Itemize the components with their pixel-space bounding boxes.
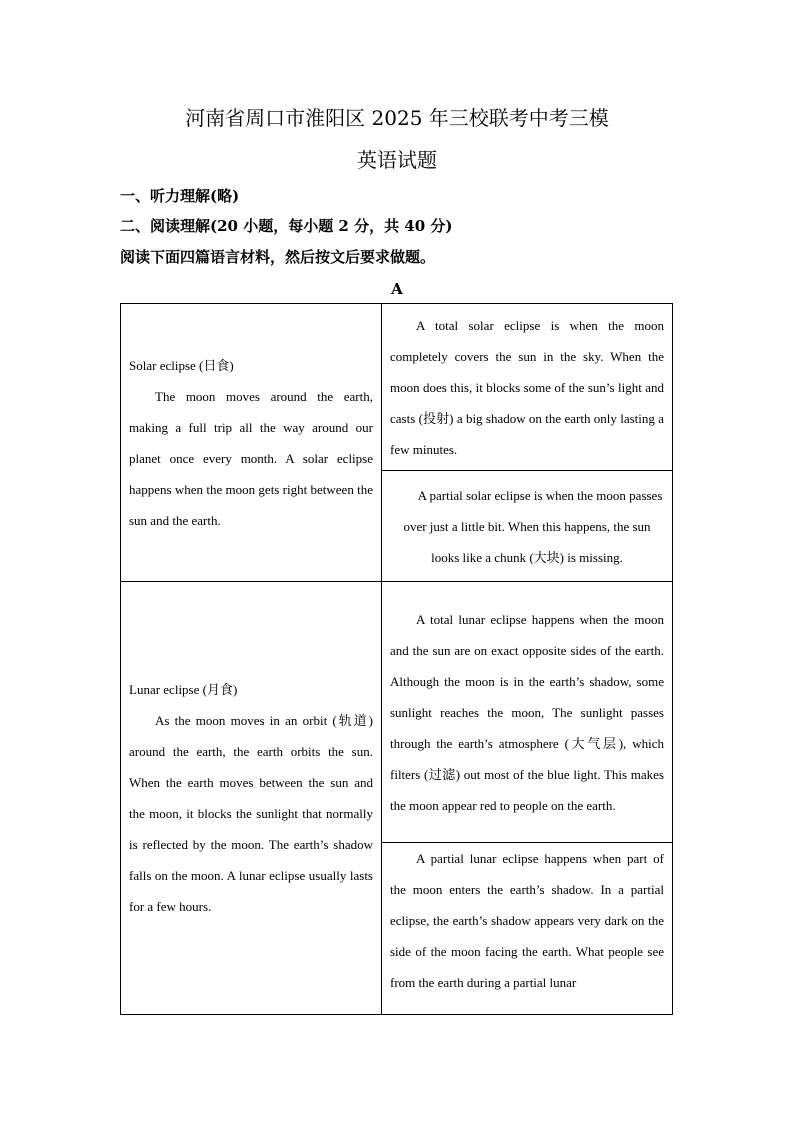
total-lunar-eclipse-cell xyxy=(382,582,673,843)
exam-subtitle: 英语试题 xyxy=(357,148,437,172)
total-lunar-eclipse-text: A total lunar eclipse happens when the moon and the sun are on exact opposite sides of the earth. Although the moon is in the earth’s shadow, some sunlight reaches the moon, The sunlight passes through the earth’s atmosphere (大气层), which filters (过滤) out most of the blue light. This makes the moon appear red to people on the earth. xyxy=(390,611,664,813)
solar-eclipse-description: The moon moves around the earth, making a full trip all the way around our planet once every month. A solar eclipse happens when the moon gets right between the sun and the earth. xyxy=(129,388,373,528)
partial-lunar-eclipse-text: A partial lunar eclipse happens when part of the moon enters the earth’s shadow. In a partial eclipse, the earth’s shadow appears very dark on the side of the moon facing the earth. What people see from the earth during a partial lunar xyxy=(390,851,664,990)
partial-solar-eclipse-cell xyxy=(382,471,673,582)
reading-instructions: 阅读下面四篇语言材料，然后按文后要求做题。 xyxy=(120,248,436,266)
exam-title: 河南省周口市淮阳区 2025 年三校联考中考三模 xyxy=(185,106,609,130)
section-reading: 二、阅读理解(20 小题，每小题 2 分，共 40 分) xyxy=(120,217,453,235)
lunar-eclipse-heading: Lunar eclipse (月食) xyxy=(129,682,238,697)
section-listening: 一、听力理解(略) xyxy=(120,187,240,205)
lunar-eclipse-description: As the moon moves in an orbit (轨道) around the earth, the earth orbits the sun. When the earth moves between the sun and the moon, it blocks the sunlight that normally is reflected by the moon. The earth’s shadow falls on the moon. A lunar eclipse usually lasts for a few hours. xyxy=(129,713,373,914)
total-solar-eclipse-text: A total solar eclipse is when the moon completely covers the sun in the sky. When the moon does this, it blocks some of the sun’s light and casts (投射) a big shadow on the earth only lasting a few minutes. xyxy=(390,317,664,457)
table-row xyxy=(121,304,673,471)
partial-lunar-eclipse-cell xyxy=(382,843,673,1015)
table-row xyxy=(121,582,673,843)
eclipse-table xyxy=(120,303,673,1015)
solar-eclipse-heading: Solar eclipse (日食) xyxy=(129,357,234,373)
solar-eclipse-cell xyxy=(121,304,382,582)
passage-label: A xyxy=(391,280,403,298)
lunar-eclipse-cell xyxy=(121,582,382,1015)
total-solar-eclipse-cell xyxy=(382,304,673,471)
partial-solar-eclipse-text: A partial solar eclipse is when the moon passes over just a little bit. When this happens, the sun looks like a chunk (大块) is missing. xyxy=(403,487,663,565)
